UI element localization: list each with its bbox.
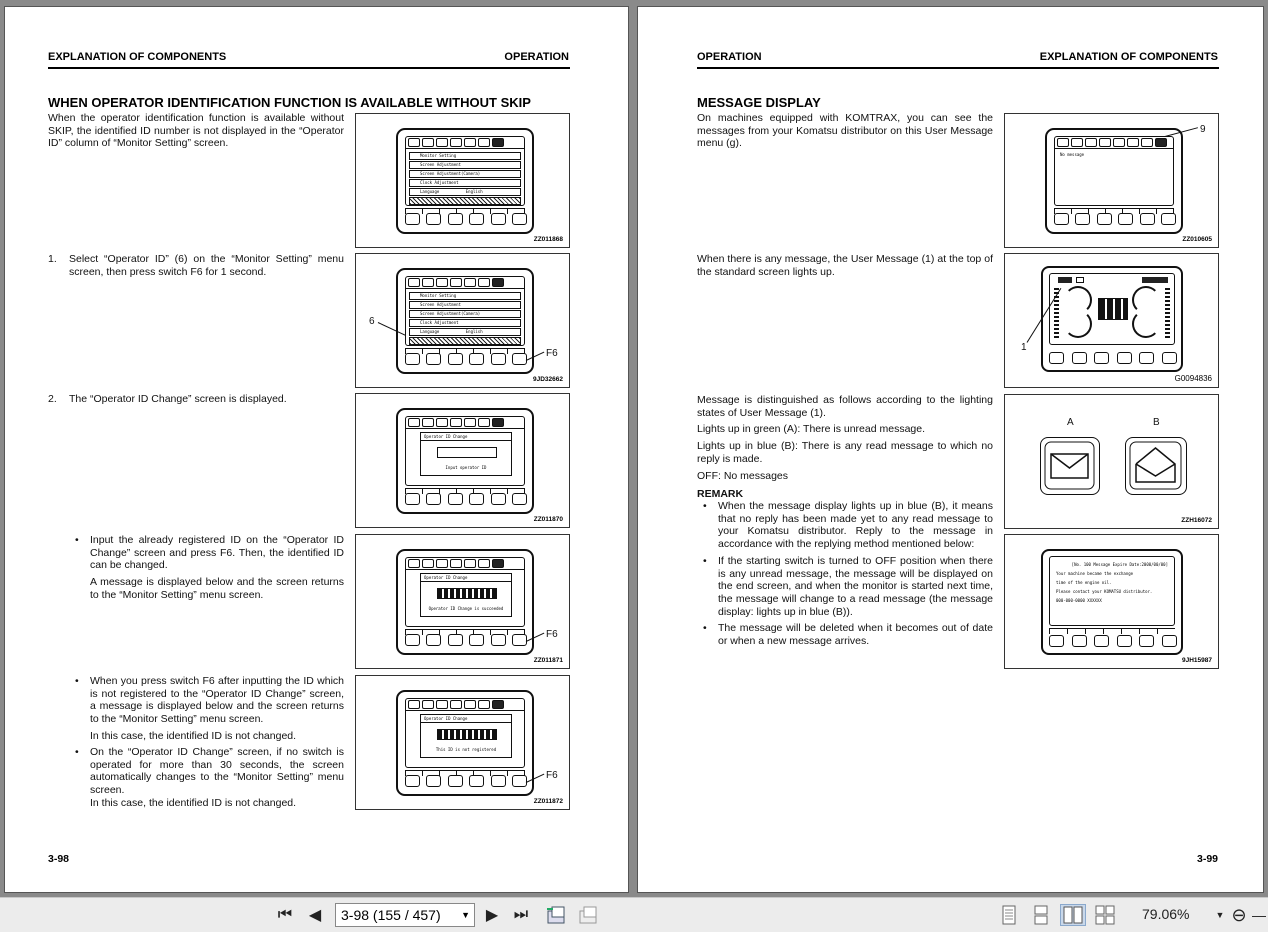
intro-text: On machines equipped with KOMTRAX, you can see the messages from your Komatsu distributor on this User Message menu (g). bbox=[697, 112, 993, 150]
page-number: 3-99 bbox=[1196, 853, 1218, 865]
paragraph: OFF: No messages bbox=[697, 469, 789, 482]
figure-code: ZZ010605 bbox=[1182, 236, 1212, 243]
dialog-title: Operator ID Change bbox=[421, 574, 511, 582]
bullet-3-text: On the “Operator ID Change” screen, if no switch is operated for more than 30 seconds, the screen automatically changes to the “Monitor Setting” menu screen. bbox=[90, 746, 344, 797]
monitor-illustration bbox=[396, 549, 534, 655]
paragraph: Message is distinguished as follows according to the lighting states of User Message (1). bbox=[697, 394, 993, 419]
monitor-illustration bbox=[396, 128, 534, 234]
continuous-view-icon[interactable] bbox=[1030, 904, 1052, 926]
figure-message-screen bbox=[1004, 534, 1219, 669]
screen-line: time of the engine oil. bbox=[1056, 580, 1112, 585]
screen-row-label: Language bbox=[420, 189, 440, 194]
viewer-toolbar bbox=[0, 897, 1268, 932]
screen-label: Monitor Setting bbox=[409, 292, 521, 300]
page-3-99 bbox=[637, 6, 1264, 893]
callout-f6: F6 bbox=[546, 348, 558, 359]
section-title: WHEN OPERATOR IDENTIFICATION FUNCTION IS AVAILABLE WITHOUT SKIP bbox=[48, 95, 531, 110]
intro-text: When the operator identification function is available without SKIP, the identified ID number is not displayed in the “Operator ID” column of “Monitor Setting” screen. bbox=[48, 112, 344, 150]
label-b: B bbox=[1153, 417, 1160, 428]
figure-code: 9JD32662 bbox=[533, 376, 563, 383]
header-left: EXPLANATION OF COMPONENTS bbox=[48, 51, 227, 63]
figure-id-change-success bbox=[355, 534, 570, 669]
remark-1: • When the message display lights up in blue (B), it means that no reply has been made yet to any read message to your Komatsu distributor. Reply to the message in accordance with the replying method mentioned below: bbox=[703, 500, 993, 551]
monitor-illustration bbox=[1041, 549, 1183, 655]
screen-row: Clock Adjustment bbox=[409, 319, 521, 327]
previous-page-icon[interactable]: ◀ bbox=[308, 907, 322, 924]
monitor-illustration bbox=[1041, 266, 1183, 372]
dialog-title: Operator ID Change bbox=[421, 715, 511, 723]
next-page-icon[interactable]: ▶ bbox=[485, 907, 499, 924]
remark-3: • The message will be deleted when it becomes out of date or when a new message arrives. bbox=[703, 622, 993, 647]
screen-row: Clock Adjustment bbox=[409, 179, 521, 187]
screen-label: No message bbox=[1060, 152, 1085, 157]
remark-3-text: The message will be deleted when it becomes out of date or when a new message arrives. bbox=[718, 622, 993, 647]
monitor-illustration bbox=[396, 690, 534, 796]
step-1 bbox=[48, 253, 344, 278]
bullet-2-subtext: In this case, the identified ID is not changed. bbox=[90, 729, 297, 742]
figure-id-not-registered bbox=[355, 675, 570, 810]
read-message-icon bbox=[1125, 437, 1187, 495]
header-right: OPERATION bbox=[504, 51, 569, 63]
screen-row-value: English bbox=[465, 329, 483, 334]
bullet-3: • On the “Operator ID Change” screen, if no switch is operated for more than 30 seconds, the screen automatically changes to the “Monitor Setting” menu screen. In this case, the identified ID is not changed. bbox=[75, 746, 344, 809]
header-right: EXPLANATION OF COMPONENTS bbox=[1039, 51, 1218, 63]
screen-line: Your machine became the exchange bbox=[1056, 571, 1134, 576]
figure-code: 9JH15987 bbox=[1182, 657, 1212, 664]
step-2-number: 2. bbox=[48, 393, 57, 405]
screen-row-hatched bbox=[409, 197, 521, 205]
page-number-input[interactable] bbox=[335, 903, 475, 927]
callout-f6: F6 bbox=[546, 770, 558, 781]
next-view-icon[interactable] bbox=[576, 904, 600, 926]
callout-1: 1 bbox=[1021, 342, 1027, 353]
figure-code: ZZ011870 bbox=[533, 516, 563, 523]
chevron-down-icon[interactable]: ▼ bbox=[461, 910, 470, 920]
paragraph: When there is any message, the User Message (1) at the top of the standard screen lights up. bbox=[697, 253, 993, 278]
figure-select-operator-id bbox=[355, 253, 570, 388]
dialog-message: Input operator ID bbox=[445, 465, 487, 470]
callout-g: 9 bbox=[1200, 124, 1206, 135]
figure-message-icons bbox=[1004, 394, 1219, 529]
figure-code: ZZ011871 bbox=[533, 657, 563, 664]
monitor-illustration bbox=[396, 408, 534, 514]
remark-2-text: If the starting switch is turned to OFF position when there is any unread message, the message will be displayed on the end screen, and when the monitor is started next time, the message will change to a read message (the message display: lights up in blue (B)). bbox=[718, 555, 993, 618]
figure-operator-id-change bbox=[355, 393, 570, 528]
screen-row bbox=[409, 328, 521, 336]
bullet-2-text: When you press switch F6 after inputting the ID which is not registered to the “Operator ID Change” screen, a message is displayed below and the screen returns to the “Monitor Setting” menu screen. bbox=[90, 675, 344, 726]
bullet-2: • When you press switch F6 after inputting the ID which is not registered to the “Operator ID Change” screen, a message is displayed below and the screen returns to the “Monitor Setting” menu screen. In this case, the identified ID is not changed. bbox=[75, 675, 344, 742]
section-title: MESSAGE DISPLAY bbox=[697, 95, 821, 110]
remark-1-text: When the message display lights up in blue (B), it means that no reply has been made yet to any read message to your Komatsu distributor. Reply to the message in accordance with the replying method mentioned below: bbox=[718, 500, 993, 551]
header-left: OPERATION bbox=[697, 51, 762, 63]
remark-2: • If the starting switch is turned to OFF position when there is any unread message, the message will be displayed on the end screen, and when the monitor is started next time, the message will change to a read message (the message display: lights up in blue (B)). bbox=[703, 555, 993, 618]
screen-row-hatched bbox=[409, 337, 521, 345]
remark-heading: REMARK bbox=[697, 488, 744, 501]
page-3-98 bbox=[4, 6, 629, 893]
paragraph: Lights up in blue (B): There is any read message to which no reply is made. bbox=[697, 440, 993, 465]
header-rule bbox=[48, 67, 570, 69]
bullet-1: • Input the already registered ID on the “Operator ID Change” screen and press F6. Then, the identified ID can be changed. A message is displayed below and the screen returns to the “Monitor Setting” menu screen. bbox=[75, 534, 344, 601]
first-page-icon[interactable]: ⏮ bbox=[277, 906, 293, 923]
dialog-message: This ID is not registered bbox=[435, 747, 497, 752]
bullet-1-text: Input the already registered ID on the “Operator ID Change” screen and press F6. Then, the identified ID can be changed. bbox=[90, 534, 344, 572]
bullet-3-subtext: In this case, the identified ID is not changed. bbox=[90, 796, 297, 809]
message-states bbox=[697, 394, 993, 505]
screen-row: Screen Adjustment(Camera) bbox=[409, 310, 521, 318]
header-rule bbox=[697, 67, 1219, 69]
figure-code: ZZ011868 bbox=[533, 236, 563, 243]
last-page-icon[interactable]: ⏭ bbox=[513, 906, 529, 923]
continuous-facing-view-icon[interactable] bbox=[1094, 904, 1116, 926]
zoom-level[interactable]: 79.06% bbox=[1142, 906, 1190, 922]
screen-row bbox=[409, 188, 521, 196]
zoom-slider-icon[interactable]: — bbox=[1252, 907, 1266, 923]
zoom-out-icon[interactable]: ⊖ bbox=[1231, 904, 1247, 925]
monitor-illustration bbox=[1045, 128, 1183, 234]
step-1-text: Select “Operator ID” (6) on the “Monitor Setting” menu screen, then press switch F6 for 1 second. bbox=[69, 253, 344, 278]
figure-standard-screen bbox=[1004, 253, 1219, 388]
callout-6: 6 bbox=[369, 316, 375, 327]
step-2 bbox=[48, 393, 344, 406]
previous-view-icon[interactable] bbox=[544, 904, 568, 926]
callout-f6: F6 bbox=[546, 629, 558, 640]
figure-code: ZZH16072 bbox=[1181, 517, 1212, 524]
screen-row-label: Language bbox=[420, 329, 440, 334]
single-page-view-icon[interactable] bbox=[998, 904, 1020, 926]
figure-code: G0094836 bbox=[1174, 374, 1212, 383]
screen-row: Screen Adjustment bbox=[409, 301, 521, 309]
dialog-message: Operator ID Change is succeeded bbox=[428, 606, 504, 611]
figure-user-message-menu bbox=[1004, 113, 1219, 248]
bullet-1-subtext: A message is displayed below and the screen returns to the “Monitor Setting” menu screen. bbox=[90, 576, 344, 601]
step-2-text: The “Operator ID Change” screen is displayed. bbox=[69, 393, 287, 405]
page-number-value: 3-98 (155 / 457) bbox=[341, 907, 441, 923]
zoom-dropdown-icon[interactable]: ▼ bbox=[1215, 910, 1225, 920]
unread-message-icon bbox=[1040, 437, 1100, 495]
figure-monitor-setting bbox=[355, 113, 570, 248]
screen-label: Monitor Setting bbox=[409, 152, 521, 160]
step-1-number: 1. bbox=[48, 253, 57, 265]
screen-row: Screen Adjustment(Camera) bbox=[409, 170, 521, 178]
label-a: A bbox=[1067, 417, 1074, 428]
screen-line: [No. 100 Message Expire Date:2000/00/00] bbox=[1071, 562, 1168, 567]
facing-view-icon[interactable] bbox=[1060, 904, 1086, 926]
screen-row: Screen Adjustment bbox=[409, 161, 521, 169]
figure-code: ZZ011872 bbox=[533, 798, 563, 805]
paragraph: Lights up in green (A): There is unread message. bbox=[697, 423, 926, 436]
screen-row-value: English bbox=[465, 189, 483, 194]
monitor-illustration bbox=[396, 268, 534, 374]
screen-line: Please contact your KOMATSU distributor. bbox=[1056, 589, 1153, 594]
page-number: 3-98 bbox=[48, 853, 70, 865]
screen-line: 000-000-0000 XXXXXX bbox=[1056, 598, 1102, 603]
dialog-title: Operator ID Change bbox=[421, 433, 511, 441]
